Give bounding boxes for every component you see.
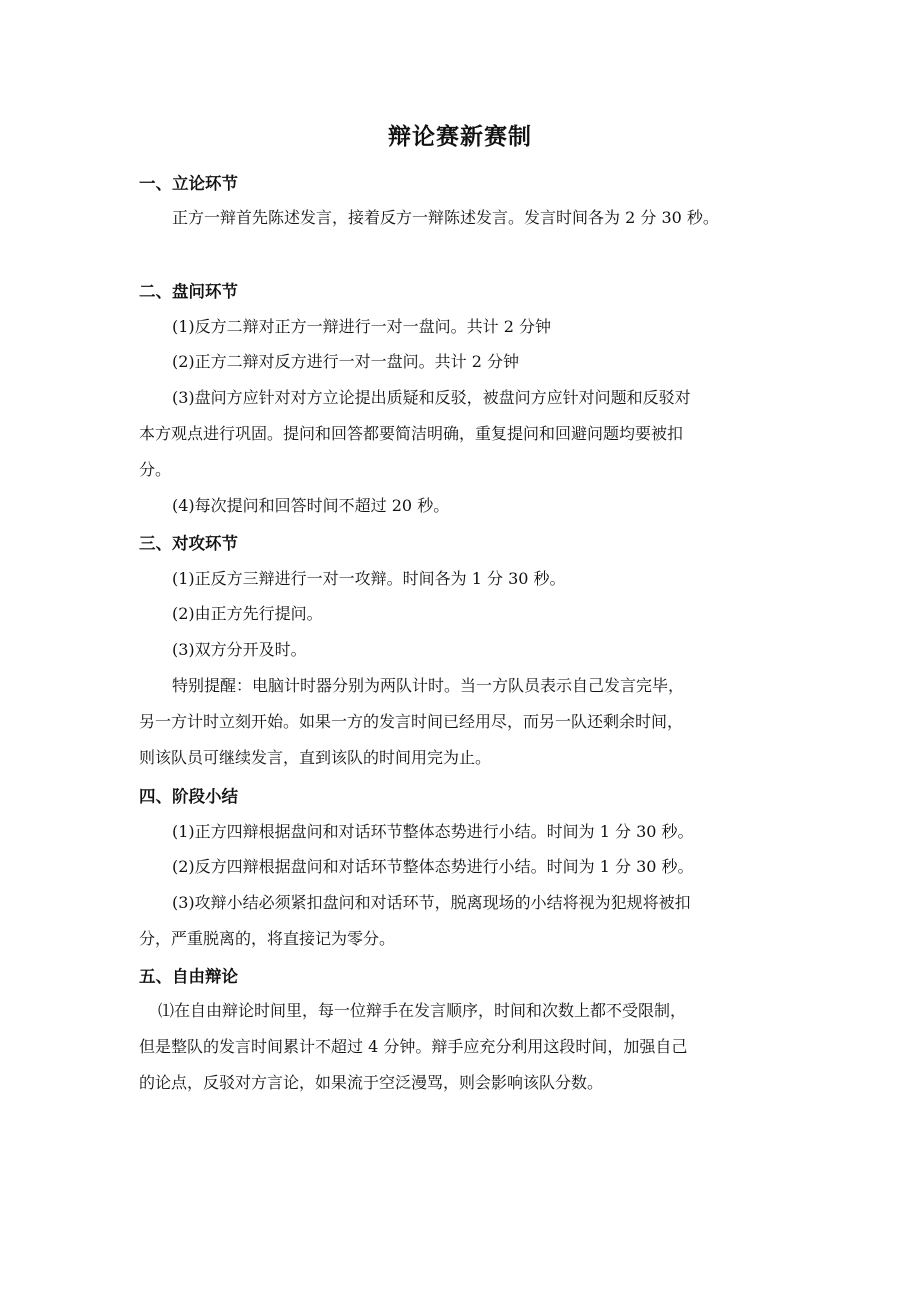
section-4-line-4: 分，严重脱离的，将直接记为零分。 — [139, 929, 396, 948]
section-4-line-2: (2)反方四辩根据盘问和对话环节整体态势进行小结。时间为 1 分 30 秒。 — [172, 857, 694, 876]
section-heading-1: 一、立论环节 — [139, 174, 238, 193]
section-heading-2: 二、盘问环节 — [139, 282, 238, 301]
section-5-line-1: ⑴在自由辩论时间里，每一位辩手在发言顺序，时间和次数上都不受限制， — [158, 1001, 687, 1020]
section-1-line-1: 正方一辩首先陈述发言，接着反方一辩陈述发言。发言时间各为 2 分 30 秒。 — [172, 208, 719, 227]
section-2-line-3: (3)盘问方应针对对方立论提出质疑和反驳，被盘问方应针对问题和反驳对 — [172, 388, 691, 407]
section-2-line-2: (2)正方二辩对反方进行一对一盘问。共计 2 分钟 — [172, 352, 520, 371]
section-2-line-4: 本方观点进行巩固。提问和回答都要简洁明确，重复提问和回避问题均要被扣 — [139, 424, 684, 443]
section-heading-4: 四、阶段小结 — [139, 787, 238, 806]
section-4-line-1: (1)正方四辩根据盘问和对话环节整体态势进行小结。时间为 1 分 30 秒。 — [172, 822, 694, 841]
section-heading-5: 五、自由辩论 — [139, 967, 238, 986]
section-2-line-6: (4)每次提问和回答时间不超过 20 秒。 — [172, 496, 450, 515]
document-title: 辩论赛新赛制 — [388, 124, 532, 150]
section-3-line-3: (3)双方分开及时。 — [172, 640, 307, 659]
section-3-line-2: (2)由正方先行提问。 — [172, 604, 323, 623]
section-5-line-3: 的论点，反驳对方言论，如果流于空泛漫骂，则会影响该队分数。 — [139, 1073, 604, 1092]
section-3-line-4: 特别提醒：电脑计时器分别为两队计时。当一方队员表示自己发言完毕， — [172, 676, 685, 695]
section-5-line-2: 但是整队的发言时间累计不超过 4 分钟。辩手应充分利用这段时间，加强自己 — [139, 1037, 688, 1056]
section-3-line-1: (1)正反方三辩进行一对一攻辩。时间各为 1 分 30 秒。 — [172, 569, 566, 588]
section-heading-3: 三、对攻环节 — [139, 534, 238, 553]
section-2-line-5: 分。 — [139, 460, 172, 479]
section-4-line-3: (3)攻辩小结必须紧扣盘问和对话环节，脱离现场的小结将视为犯规将被扣 — [172, 893, 691, 912]
section-3-line-5: 另一方计时立刻开始。如果一方的发言时间已经用尽，而另一队还剩余时间， — [139, 712, 684, 731]
section-2-line-1: (1)反方二辩对正方一辩进行一对一盘问。共计 2 分钟 — [172, 317, 552, 336]
section-3-line-6: 则该队员可继续发言，直到该队的时间用完为止。 — [139, 748, 492, 767]
